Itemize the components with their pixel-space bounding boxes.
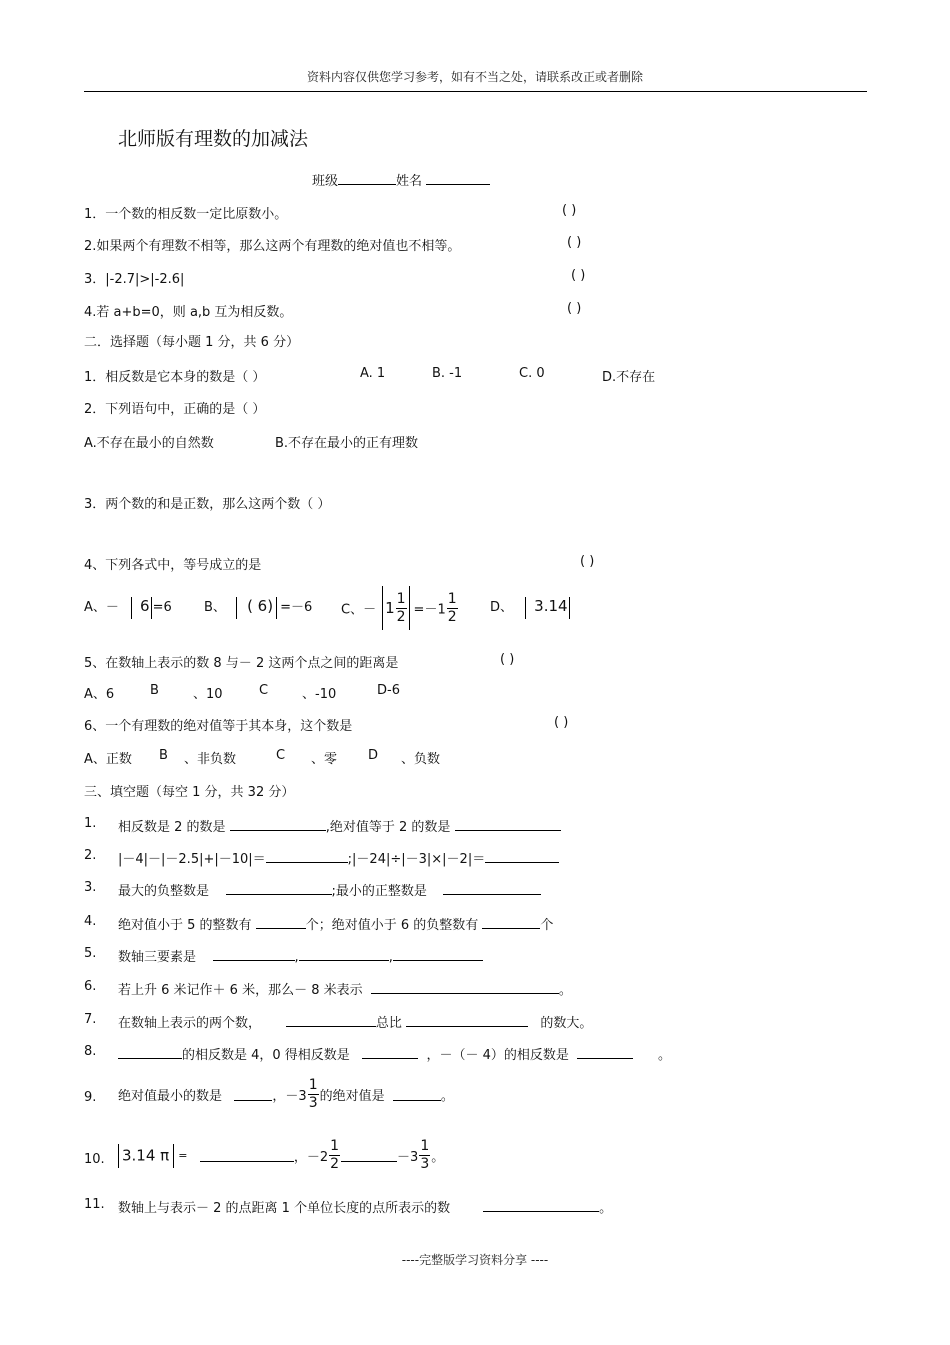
fill-q10-blank-1[interactable] [200, 1149, 294, 1162]
fill-q1-blank-1[interactable] [230, 818, 326, 831]
fill-q11: 数轴上与表示－ 2 的点距离 1 个单位长度的点所表示的数 。 [118, 1201, 613, 1216]
fill-q7-blank-1[interactable] [286, 1014, 376, 1027]
mc-q1-stem: 1．相反数是它本身的数是（ ） [84, 370, 266, 385]
fill-q8-blank-2[interactable] [362, 1046, 418, 1059]
fill-q4-blank-2[interactable] [482, 916, 540, 929]
section-2-heading: 二．选择题（每小题 1 分，共 6 分） [84, 335, 300, 350]
judge-q3: 3．|-2.7|>|-2.6| [84, 272, 185, 287]
fill-q2-number: 2. [84, 848, 97, 863]
class-label: 班级 [312, 174, 339, 189]
page-title: 北师版有理数的加减法 [118, 128, 309, 150]
mc-q1-option-b[interactable]: B. -1 [432, 366, 463, 381]
judge-q2-answer[interactable]: ( ) [567, 235, 582, 250]
judge-q4-answer[interactable]: ( ) [567, 301, 582, 316]
mc-q1-option-d[interactable]: D.不存在 [602, 370, 656, 385]
mc-q1-option-a[interactable]: A. 1 [360, 366, 386, 381]
section-3-heading: 三、填空题（每空 1 分，共 32 分） [84, 785, 295, 800]
judge-q1-answer[interactable]: ( ) [562, 203, 577, 218]
mc-q5-option-d[interactable]: D-6 [377, 683, 400, 698]
fill-q3-blank-1[interactable] [226, 882, 332, 895]
mc-q5-answer[interactable]: ( ) [500, 652, 515, 667]
fill-q3-blank-2[interactable] [443, 882, 541, 895]
fill-q5-blank-1[interactable] [213, 948, 295, 961]
fill-q6-number: 6. [84, 979, 97, 994]
fill-q2-blank-2[interactable] [485, 850, 559, 863]
fill-q10-number: 10. [84, 1152, 105, 1167]
fill-q9: 绝对值最小的数是 ，－3 $\frac{1}{3}$ 的绝对值是 。 [118, 1077, 454, 1111]
fill-q5-blank-3[interactable] [393, 948, 483, 961]
mc-q6-option-a[interactable]: A、正数 [84, 752, 132, 767]
fill-q9-blank-2[interactable] [393, 1088, 441, 1101]
mc-q4-option-b[interactable]: B、 ( 6) =－6 [204, 596, 312, 619]
mc-q1-option-c[interactable]: C. 0 [519, 366, 545, 381]
mc-q2-option-a[interactable]: A.不存在最小的自然数 [84, 436, 214, 451]
mc-q5-option-c[interactable]: 、-10 [302, 687, 337, 702]
page-footer: ----完整版学习资料分享 ---- [401, 1253, 549, 1267]
mc-q5-option-b-letter[interactable]: B [150, 683, 159, 698]
mc-q6-stem: 6、一个有理数的绝对值等于其本身，这个数是 [84, 719, 353, 734]
fill-q9-number: 9. [84, 1090, 97, 1105]
mc-q5-option-a[interactable]: A、6 [84, 687, 115, 702]
judge-q2: 2.如果两个有理数不相等，那么这两个有理数的绝对值也不相等。 [84, 239, 461, 254]
fill-q10-blank-2[interactable] [341, 1149, 397, 1162]
mc-q6-option-b-letter[interactable]: B [159, 748, 168, 763]
fill-q5-blank-2[interactable] [299, 948, 389, 961]
fill-q8-blank-3[interactable] [577, 1046, 633, 1059]
fill-q2-blank-1[interactable] [266, 850, 348, 863]
mc-q4-option-a[interactable]: A、－ 6 =6 [84, 596, 172, 619]
fill-q1: 相反数是 2 的数是 ,绝对值等于 2 的数是 [118, 816, 561, 835]
fill-q1-number: 1. [84, 816, 97, 831]
mc-q4-answer[interactable]: ( ) [580, 554, 595, 569]
fill-q6-blank[interactable] [371, 981, 559, 994]
fill-q1-blank-2[interactable] [455, 818, 561, 831]
fill-q8-number: 8. [84, 1044, 97, 1059]
mc-q6-answer[interactable]: ( ) [554, 715, 569, 730]
judge-q3-answer[interactable]: ( ) [571, 268, 586, 283]
fill-q4-blank-1[interactable] [256, 916, 306, 929]
mc-q6-option-c-letter[interactable]: C [276, 748, 286, 763]
mc-q5-stem: 5、在数轴上表示的数 8 与－ 2 这两个点之间的距离是 [84, 656, 399, 671]
fill-q11-blank[interactable] [483, 1199, 599, 1212]
fill-q7: 在数轴上表示的两个数， 总比 的数大。 [118, 1016, 593, 1031]
page-header-note: 资料内容仅供您学习参考，如有不当之处，请联系改正或者删除 [306, 70, 643, 84]
fill-q8: 的相反数是 4，0 得相反数是 ，－（－ 4）的相反数是 。 [118, 1044, 671, 1063]
fill-q5: 数轴三要素是 , , [118, 946, 483, 965]
judge-q1: 1．一个数的相反数一定比原数小。 [84, 207, 288, 222]
fill-q8-blank-1[interactable] [118, 1046, 182, 1059]
mc-q4-option-c[interactable]: C、－ 1 $\frac{1}{2}$ =－1 $\frac{1}{2}$ [341, 586, 459, 630]
header-rule [84, 91, 867, 92]
class-name-line [312, 170, 490, 189]
mc-q3-stem: 3．两个数的和是正数，那么这两个数（ ） [84, 497, 331, 512]
mc-q6-option-c[interactable]: 、零 [311, 752, 338, 767]
mc-q2-stem: 2．下列语句中，正确的是（ ） [84, 402, 266, 417]
class-blank[interactable] [338, 172, 396, 185]
fill-q11-number: 11. [84, 1197, 105, 1212]
mc-q4-stem: 4、下列各式中，等号成立的是 [84, 558, 262, 573]
mc-q6-option-d[interactable]: 、负数 [401, 752, 441, 767]
fill-q7-number: 7. [84, 1012, 97, 1027]
fill-q9-blank-1[interactable] [234, 1088, 272, 1101]
fill-q3-number: 3. [84, 880, 97, 895]
fill-q3: 最大的负整数是 ;最小的正整数是 [118, 880, 541, 899]
fill-q10: 3.14 π = ，－2 $\frac{1}{2}$ －3 $\frac{1}{3}$ 。 [118, 1138, 444, 1173]
fill-q4-number: 4. [84, 914, 97, 929]
fill-q2: |－4|－|－2.5|+|－10|＝ ;|－24|÷|－3|×|－2|＝ [118, 848, 559, 867]
name-label: 姓名 [396, 174, 423, 189]
fill-q5-number: 5. [84, 946, 97, 961]
mc-q5-option-b[interactable]: 、10 [193, 687, 223, 702]
mc-q2-option-b[interactable]: B.不存在最小的正有理数 [275, 436, 419, 451]
mc-q6-option-d-letter[interactable]: D [368, 748, 379, 763]
mc-q4-option-d[interactable]: D、 3.14 [490, 596, 571, 619]
fill-q4: 绝对值小于 5 的整数有 个；绝对值小于 6 的负整数有 个 [118, 918, 554, 933]
name-blank[interactable] [426, 172, 490, 185]
judge-q4: 4.若 a+b=0，则 a,b 互为相反数。 [84, 305, 293, 320]
mc-q6-option-b[interactable]: 、非负数 [184, 752, 237, 767]
fill-q7-blank-2[interactable] [406, 1014, 528, 1027]
fill-q6: 若上升 6 米记作＋ 6 米，那么－ 8 米表示 。 [118, 983, 572, 998]
mc-q5-option-c-letter[interactable]: C [259, 683, 269, 698]
